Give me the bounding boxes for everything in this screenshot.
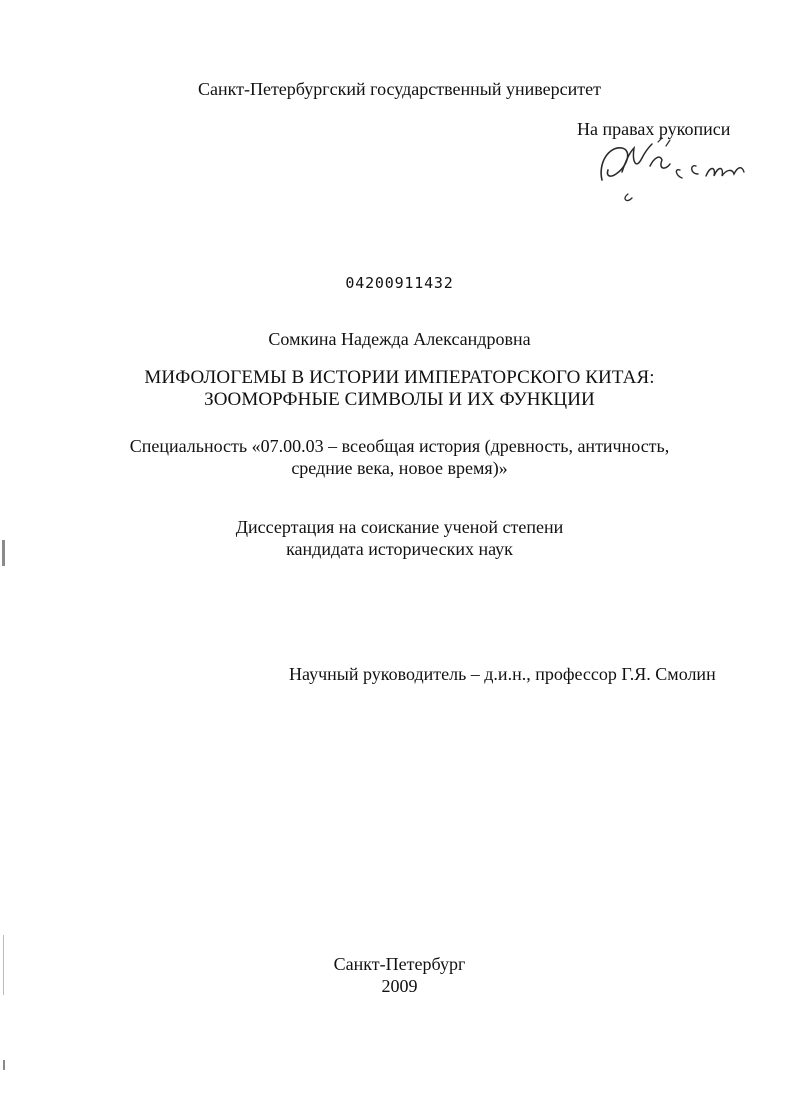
- registration-number: 04200911432: [345, 274, 454, 292]
- scan-edge-mark: [2, 540, 5, 566]
- scan-edge-line: [3, 935, 4, 995]
- year: 2009: [381, 976, 418, 996]
- degree-line2: кандидата исторических наук: [286, 539, 513, 559]
- manuscript-rights-note: На правах рукописи: [577, 119, 731, 139]
- author-name: Сомкина Надежда Александровна: [268, 329, 531, 349]
- city: Санкт-Петербург: [333, 954, 466, 974]
- specialty-line2: средние века, новое время)»: [291, 458, 508, 478]
- scientific-supervisor: Научный руководитель – д.и.н., профессор Г.Я. Смолин: [289, 664, 716, 684]
- dissertation-title-line2: ЗООМОРФНЫЕ СИМВОЛЫ И ИХ ФУНКЦИИ: [204, 389, 595, 410]
- specialty-line1: Специальность «07.00.03 – всеобщая история (древность, античность,: [129, 436, 670, 456]
- handwritten-signature: [592, 136, 762, 206]
- university-name: Санкт-Петербургский государственный университет: [197, 79, 602, 99]
- dissertation-title-line1: МИФОЛОГЕМЫ В ИСТОРИИ ИМПЕРАТОРСКОГО КИТАЯ:: [144, 367, 655, 388]
- degree-line1: Диссертация на соискание ученой степени: [235, 517, 564, 537]
- scan-edge-dot: [3, 1060, 5, 1070]
